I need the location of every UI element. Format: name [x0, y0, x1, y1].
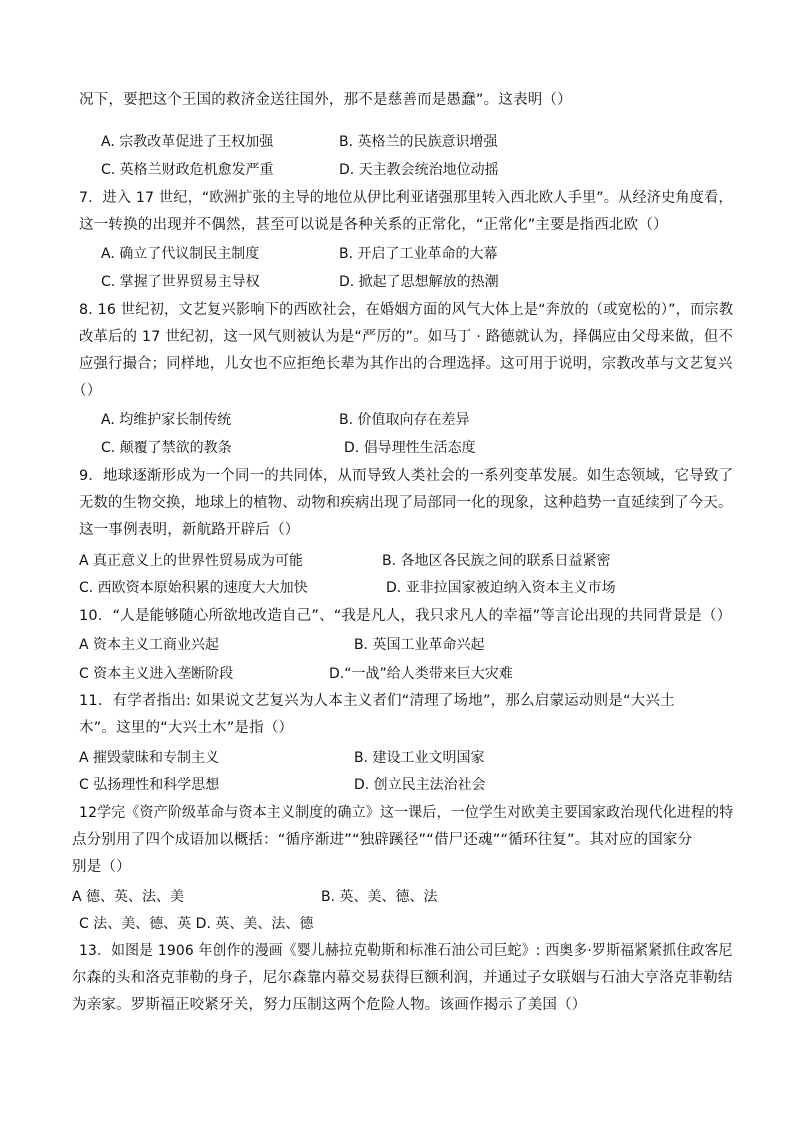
- q8-stem-line: 改革后的 17 世纪初，这一风气则被认为是“严厉的”。如马丁 · 路德就认为，择偶应由父母来做，但不: [79, 329, 734, 345]
- q12-stem-line: 点分别用了四个成语加以概括：“循序渐进”“独辟蹊径”“借尸还魂”“循环往复”。其对应的国家分: [72, 832, 693, 848]
- q11-stem-line: 11．有学者指出: 如果说文艺复兴为人本主义者们“清理了场地”，那么启蒙运动则是“大兴土: [79, 693, 675, 709]
- q8-stem-line: 应强行撮合；同样地，儿女也不应拒绝长辈为其作出的合理选择。这可用于说明，宗教改革与文艺复兴: [79, 356, 733, 372]
- q8-option-c: C. 颠覆了禁欲的教条: [101, 440, 232, 456]
- q7-option-c: C. 掌握了世界贸易主导权: [101, 274, 260, 290]
- q7-stem-line: 这一转换的出现并不偶然，甚至可以说是各种关系的正常化，“正常化”主要是指西北欧（）: [79, 217, 668, 233]
- q11-option-b: B. 建设工业文明国家: [354, 750, 485, 766]
- q9-stem-line: 无数的生物交换，地球上的植物、动物和疾病出现了局部同一化的现象，这种趋势一直延续到了今天。: [79, 495, 733, 511]
- q8-option-a: A. 均维护家长制传统: [101, 412, 232, 428]
- q9-option-d: D. 亚非拉国家被迫纳入资本主义市场: [386, 580, 616, 596]
- q6-option-d: D. 天主教会统治地位动摇: [339, 162, 499, 178]
- q7-stem-line: 7．进入 17 世纪，“欧洲扩张的主导的地位从伊比利亚诸强那里转入西北欧人手里”。从经济史角度看，: [79, 190, 733, 206]
- q11-option-c: C 弘扬理性和科学思想: [79, 777, 220, 793]
- q11-stem-line: 木”。这里的“大兴土木”是指（）: [79, 720, 294, 736]
- q7-option-a: A. 确立了代议制民主制度: [101, 246, 260, 262]
- q9-option-b: B. 各地区各民族之间的联系日益紧密: [382, 553, 611, 569]
- q6-stem-line: 况下，要把这个王国的救济金送往国外，那不是慈善而是愚蠢”。这表明（）: [79, 92, 572, 108]
- q9-stem-line: 这一事例表明，新航路开辟后（）: [79, 522, 300, 538]
- q9-option-a: A 真正意义上的世界性贸易成为可能: [79, 553, 304, 569]
- q10-stem-line: 10．“人是能够随心所欲地改造自己”、“我是凡人，我只求凡人的幸福”等言论出现的共同背景是（）: [79, 608, 732, 624]
- q11-option-d: D. 创立民主法治社会: [354, 777, 486, 793]
- q10-option-a: A 资本主义工商业兴起: [79, 637, 220, 653]
- q13-stem-line: 13．如图是 1906 年创作的漫画《婴儿赫拉克勒斯和标准石油公司巨蛇》: 西奥多·罗斯福紧紧抓住政客尼: [79, 943, 733, 959]
- q10-option-d: D.“一战”给人类带来巨大灾难: [329, 666, 513, 682]
- q12-stem-line: 别是（）: [72, 859, 131, 875]
- q7-option-b: B. 开启了工业革命的大幕: [339, 246, 498, 262]
- q13-stem-line: 为亲家。罗斯福正咬紧牙关，努力压制这两个危险人物。该画作揭示了美国（）: [72, 997, 587, 1013]
- q12-option-cd: C 法、美、德、英 D. 英、美、法、德: [79, 916, 314, 932]
- q8-option-b: B. 价值取向存在差异: [339, 412, 470, 428]
- q12-option-a: A 德、英、法、美: [72, 889, 185, 905]
- q13-stem-line: 尔森的头和洛克菲勒的身子，尼尔森靠内幕交易获得巨额利润，并通过子女联姻与石油大亨洛克菲勒结: [72, 970, 733, 986]
- q8-stem-line: 8. 16 世纪初，文艺复兴影响下的西欧社会，在婚姻方面的风气大体上是“奔放的（或宽松的）”，而宗教: [79, 302, 734, 318]
- q9-stem-line: 9．地球逐渐形成为一个同一的共同体，从而导致人类社会的一系列变革发展。如生态领域，它导致了: [79, 468, 734, 484]
- q6-option-b: B. 英格兰的民族意识增强: [339, 134, 498, 150]
- q7-option-d: D. 掀起了思想解放的热潮: [339, 274, 499, 290]
- q10-option-b: B. 英国工业革命兴起: [354, 637, 485, 653]
- q6-option-c: C. 英格兰财政危机愈发严重: [101, 162, 274, 178]
- q6-option-a: A. 宗教改革促进了王权加强: [101, 134, 274, 150]
- q12-option-b: B. 英、美、德、法: [321, 889, 438, 905]
- q10-option-c: C 资本主义进入垄断阶段: [79, 666, 234, 682]
- q8-stem-line: （）: [72, 383, 102, 399]
- q11-option-a: A 摧毁蒙昧和专制主义: [79, 750, 220, 766]
- q8-option-d: D. 倡导理性生活态度: [344, 440, 476, 456]
- q12-stem-line: 12学完《资产阶级革命与资本主义制度的确立》这一课后，一位学生对欧美主要国家政治现代化进程的特: [79, 805, 734, 821]
- q9-option-c: C. 西欧资本原始积累的速度大大加快: [79, 580, 308, 596]
